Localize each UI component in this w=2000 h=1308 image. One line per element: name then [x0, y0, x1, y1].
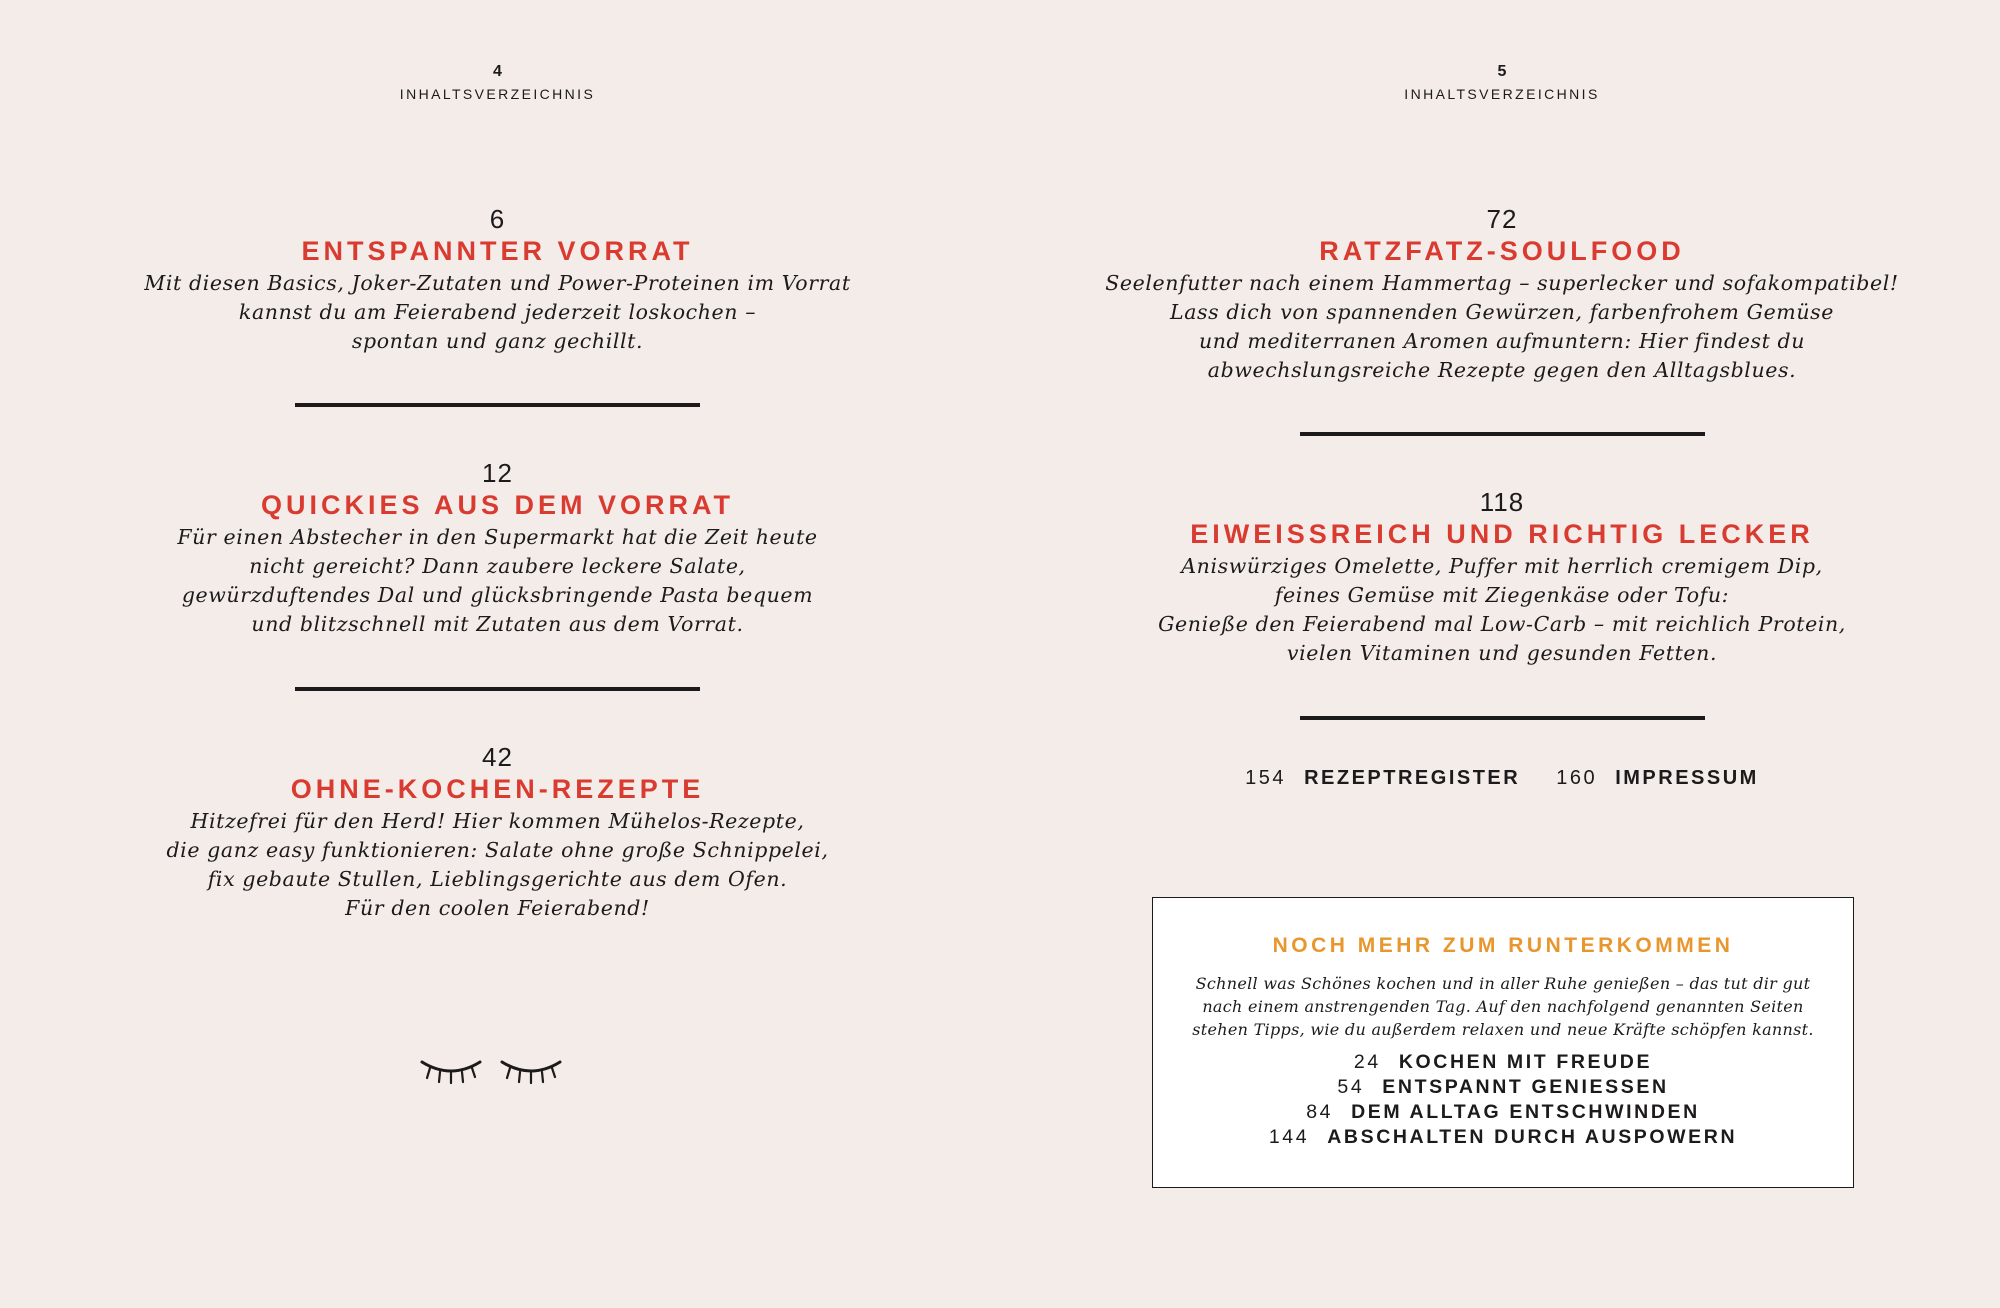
description-line: Genieße den Feierabend mal Low-Carb – mit reichlich Protein,: [1158, 612, 1846, 636]
description-line: und mediterranen Aromen aufmuntern: Hier findest du: [1198, 329, 1806, 353]
description-line: Für einen Abstecher in den Supermarkt hat die Zeit heute: [177, 525, 818, 549]
info-box-list: [1153, 1050, 1853, 1150]
list-item-page: 84: [1306, 1101, 1334, 1123]
closed-eyes-icon: [418, 1054, 568, 1090]
header-label: INHALTSVERZEICHNIS: [1404, 86, 1600, 102]
toc-entry: [1000, 203, 2000, 385]
link-page: 160: [1556, 767, 1598, 789]
left-page-header: [0, 62, 995, 102]
toc-entry-title[interactable]: OHNE-KOCHEN-REZEPTE: [290, 774, 705, 804]
toc-entry: [0, 457, 995, 639]
right-page: [1000, 0, 2000, 1308]
description-line: Seelenfutter nach einem Hammertag – superlecker und sofakompatibel!: [1105, 271, 1899, 295]
description-line: fix gebaute Stullen, Lieblingsgerichte aus dem Ofen.: [207, 867, 788, 891]
toc-entry-description: [0, 523, 995, 639]
divider: [295, 687, 700, 691]
right-page-header: [1000, 62, 2000, 102]
description-line: Schnell was Schönes kochen und in aller Ruhe genießen – das tut dir gut: [1195, 974, 1811, 993]
toc-entry-description: [0, 807, 995, 923]
description-line: Hitzefrei für den Herd! Hier kommen Mühelos-Rezepte,: [190, 809, 805, 833]
list-item-label: ENTSPANNT GENIESSEN: [1382, 1076, 1669, 1098]
description-line: Lass dich von spannenden Gewürzen, farbenfrohem Gemüse: [1169, 300, 1834, 324]
page-number: 5: [1497, 63, 1507, 80]
link-rezeptregister[interactable]: [1245, 767, 1520, 790]
list-item[interactable]: [1153, 1100, 1853, 1125]
toc-entry-description: [1000, 552, 2000, 668]
description-line: die ganz easy funktionieren: Salate ohne große Schnippelei,: [166, 838, 829, 862]
toc-entry-title[interactable]: ENTSPANNTER VORRAT: [301, 236, 694, 266]
divider: [1300, 716, 1705, 720]
divider: [1300, 432, 1705, 436]
list-item-label: DEM ALLTAG ENTSCHWINDEN: [1351, 1101, 1700, 1123]
description-line: nach einem anstrengenden Tag. Auf den nachfolgend genannten Seiten: [1202, 997, 1804, 1016]
description-line: abwechslungsreiche Rezepte gegen den Alltagsblues.: [1207, 358, 1797, 382]
description-line: Für den coolen Feierabend!: [345, 896, 650, 920]
list-item-page: 54: [1337, 1076, 1365, 1098]
list-item-label: KOCHEN MIT FREUDE: [1398, 1051, 1653, 1073]
description-line: nicht gereicht? Dann zaubere leckere Salate,: [249, 554, 746, 578]
toc-entry-page: 42: [482, 742, 513, 772]
list-item[interactable]: [1153, 1050, 1853, 1075]
info-box: [1152, 897, 1854, 1188]
link-label: IMPRESSUM: [1615, 767, 1759, 789]
index-links: [1000, 767, 2000, 790]
description-line: kannst du am Feierabend jederzeit loskochen –: [238, 300, 757, 324]
description-line: feines Gemüse mit Ziegenkäse oder Tofu:: [1274, 583, 1730, 607]
page-number: 4: [493, 63, 502, 80]
list-item-page: 144: [1268, 1126, 1310, 1148]
toc-entry-title[interactable]: QUICKIES AUS DEM VORRAT: [260, 490, 735, 520]
list-item-page: 24: [1353, 1051, 1381, 1073]
description-line: Aniswürziges Omelette, Puffer mit herrlich cremigem Dip,: [1181, 554, 1823, 578]
header-label: INHALTSVERZEICHNIS: [399, 86, 596, 102]
description-line: stehen Tipps, wie du außerdem relaxen und neue Kräfte schöpfen kannst.: [1192, 1020, 1814, 1039]
toc-entry-description: [0, 269, 995, 356]
toc-entry-title[interactable]: EIWEISSREICH UND RICHTIG LECKER: [1190, 519, 1814, 549]
info-box-title: NOCH MEHR ZUM RUNTERKOMMEN: [1272, 934, 1734, 957]
toc-entry: [0, 203, 995, 356]
toc-entry-page: 12: [482, 458, 513, 488]
description-line: gewürzduftendes Dal und glücksbringende Pasta bequem: [181, 583, 814, 607]
link-page: 154: [1245, 767, 1287, 789]
link-label: REZEPTREGISTER: [1304, 767, 1521, 789]
toc-entry-page: 118: [1479, 487, 1525, 517]
info-box-description: [1153, 972, 1853, 1041]
list-item[interactable]: [1153, 1125, 1853, 1150]
toc-entry: [1000, 486, 2000, 668]
description-line: spontan und ganz gechillt.: [351, 329, 644, 353]
description-line: Mit diesen Basics, Joker-Zutaten und Power-Proteinen im Vorrat: [144, 271, 851, 295]
toc-entry-title[interactable]: RATZFATZ-SOULFOOD: [1319, 236, 1685, 266]
description-line: und blitzschnell mit Zutaten aus dem Vorrat.: [251, 612, 744, 636]
list-item-label: ABSCHALTEN DURCH AUSPOWERN: [1327, 1126, 1738, 1148]
link-impressum[interactable]: [1556, 767, 1759, 790]
toc-entry: [0, 741, 995, 923]
list-item[interactable]: [1153, 1075, 1853, 1100]
description-line: vielen Vitaminen und gesunden Fetten.: [1286, 641, 1718, 665]
toc-entry-description: [1000, 269, 2000, 385]
divider: [295, 403, 700, 407]
toc-entry-page: 6: [489, 204, 506, 234]
toc-entry-page: 72: [1486, 204, 1518, 234]
